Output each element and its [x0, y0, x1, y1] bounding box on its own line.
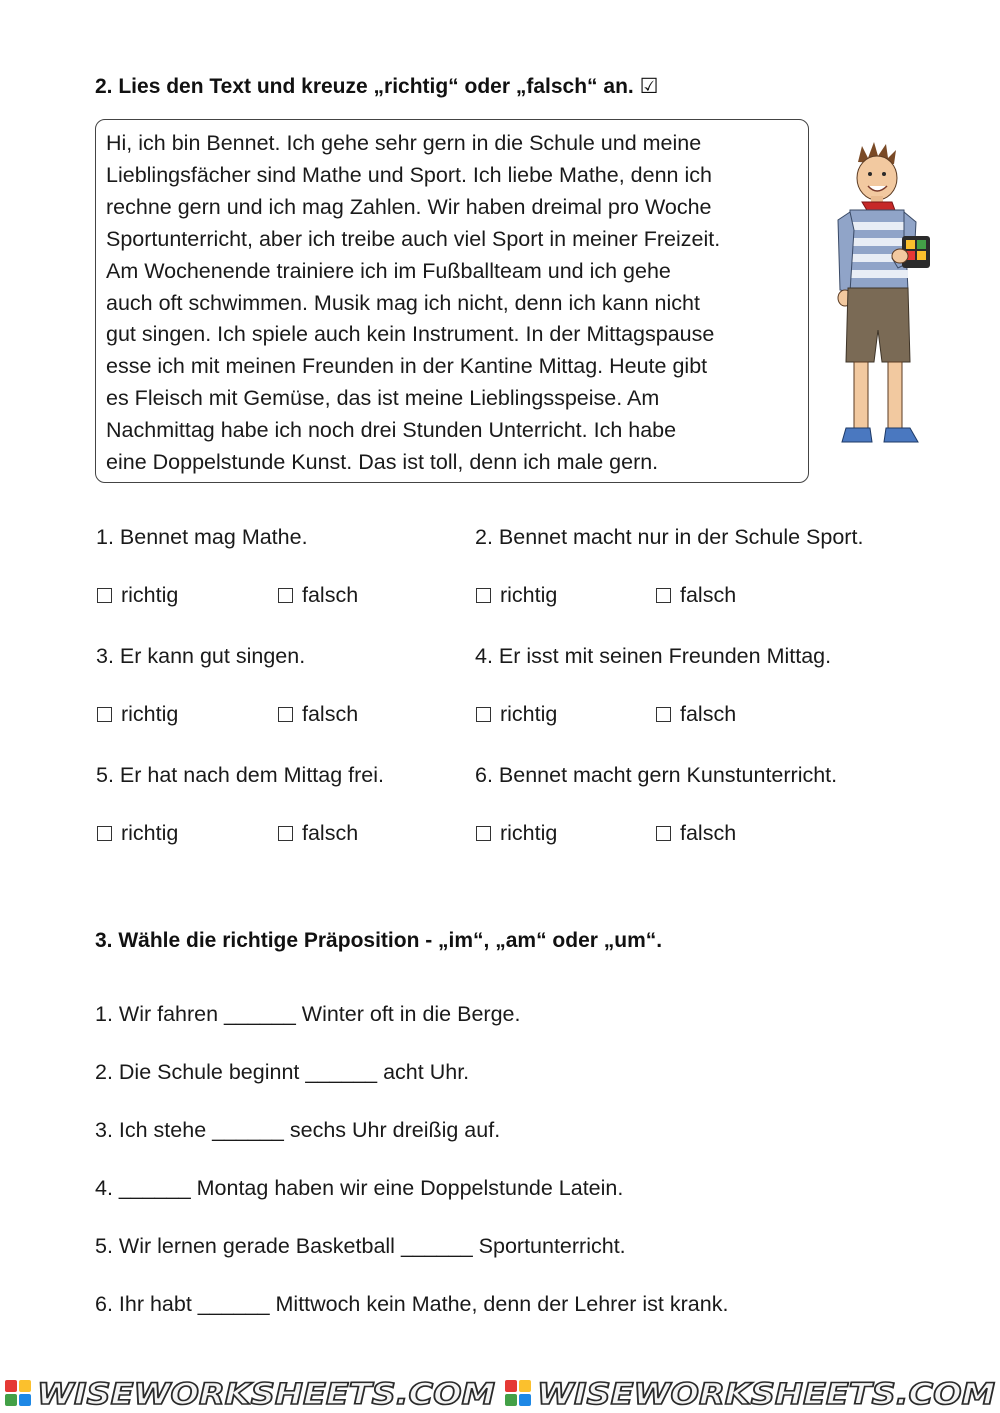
checkbox-icon [656, 588, 671, 603]
text-line: es Fleisch mit Gemüse, das ist meine Lieblingsspeise. Am [106, 386, 660, 411]
statement-3-richtig-checkbox[interactable]: richtig [97, 702, 178, 727]
checkbox-icon [97, 826, 112, 841]
statement-6-richtig-checkbox[interactable]: richtig [476, 821, 557, 846]
sentence-4: 4. ______ Montag haben wir eine Doppelstunde Latein. [95, 1176, 624, 1200]
text-line: esse ich mit meinen Freunden in der Kantine Mittag. Heute gibt [106, 354, 708, 379]
statement-2-falsch-checkbox[interactable]: falsch [656, 583, 736, 608]
statement-6-falsch-checkbox[interactable]: falsch [656, 821, 736, 846]
blank-2[interactable]: ______ [305, 1060, 378, 1084]
watermark-footer [0, 1374, 1000, 1413]
text-line: gut singen. Ich spiele auch kein Instrument. In der Mittagspause [106, 322, 715, 347]
checkbox-icon [476, 707, 491, 722]
text-line: rechne gern und ich mag Zahlen. Wir haben dreimal pro Woche [106, 194, 712, 219]
checkbox-icon [656, 707, 671, 722]
text-line: Lieblingsfächer sind Mathe und Sport. Ich liebe Mathe, denn ich [106, 162, 712, 187]
exercise-3-heading: 3. Wähle die richtige Präposition - „im“, „am“ oder „um“. [95, 929, 663, 952]
statement-4-richtig-checkbox[interactable]: richtig [476, 702, 557, 727]
text-line: Nachmittag habe ich noch drei Stunden Unterricht. Ich habe [106, 418, 677, 443]
checkbox-icon [97, 588, 112, 603]
checkbox-icon [97, 707, 112, 722]
sentence-2: 2. Die Schule beginnt ______ acht Uhr. [95, 1060, 470, 1084]
text-line: eine Doppelstunde Kunst. Das ist toll, denn ich male gern. [106, 450, 659, 475]
watermark-text-2: WISEWORKSHEETS.COM [537, 1377, 996, 1411]
checkbox-icon [278, 707, 293, 722]
statement-2: 2. Bennet macht nur in der Schule Sport. [475, 525, 864, 549]
statement-5-richtig-checkbox[interactable]: richtig [97, 821, 178, 846]
sentence-1: 1. Wir fahren ______ Winter oft in die Berge. [95, 1002, 521, 1026]
statement-6: 6. Bennet macht gern Kunstunterricht. [475, 763, 838, 787]
blank-3[interactable]: ______ [212, 1118, 284, 1142]
blank-5[interactable]: ______ [400, 1234, 473, 1258]
text-line: Sportunterricht, aber ich treibe auch viel Sport in meiner Freizeit. [106, 226, 721, 251]
blank-4[interactable]: ______ [118, 1176, 191, 1200]
statement-1-richtig-checkbox[interactable]: richtig [97, 583, 178, 608]
reading-text-box [95, 119, 809, 483]
checkbox-icon [278, 826, 293, 841]
checkbox-icon [476, 588, 491, 603]
statement-4-falsch-checkbox[interactable]: falsch [656, 702, 736, 727]
statement-4: 4. Er isst mit seinen Freunden Mittag. [475, 644, 832, 668]
sentence-5: 5. Wir lernen gerade Basketball ______ Sportunterricht. [95, 1234, 626, 1258]
text-line: Hi, ich bin Bennet. Ich gehe sehr gern in die Schule und meine [106, 131, 702, 155]
watermark-text-1: WISEWORKSHEETS.COM [37, 1377, 496, 1411]
statement-1-falsch-checkbox[interactable]: falsch [278, 583, 358, 608]
blank-6[interactable]: ______ [197, 1292, 270, 1316]
blank-1[interactable]: ______ [224, 1002, 296, 1026]
logo-icon [505, 1380, 531, 1406]
sentence-3: 3. Ich stehe ______ sechs Uhr dreißig auf. [95, 1118, 501, 1142]
statement-5: 5. Er hat nach dem Mittag frei. [96, 763, 384, 787]
statement-2-richtig-checkbox[interactable]: richtig [476, 583, 557, 608]
text-line: auch oft schwimmen. Musik mag ich nicht, denn ich kann nicht [106, 290, 700, 315]
checkbox-icon [656, 826, 671, 841]
sentence-6: 6. Ihr habt ______ Mittwoch kein Mathe, denn der Lehrer ist krank. [95, 1292, 729, 1316]
checkbox-icon [278, 588, 293, 603]
exercise-2-heading: 2. Lies den Text und kreuze „richtig“ oder „falsch“ an. ☑ [95, 75, 659, 98]
statement-3: 3. Er kann gut singen. [96, 644, 306, 668]
checkbox-icon [476, 826, 491, 841]
boy-illustration [828, 140, 940, 452]
statement-5-falsch-checkbox[interactable]: falsch [278, 821, 358, 846]
text-line: Am Wochenende trainiere ich im Fußballteam und ich gehe [106, 258, 671, 283]
statement-3-falsch-checkbox[interactable]: falsch [278, 702, 358, 727]
statement-1: 1. Bennet mag Mathe. [96, 525, 308, 549]
logo-icon [5, 1380, 31, 1406]
